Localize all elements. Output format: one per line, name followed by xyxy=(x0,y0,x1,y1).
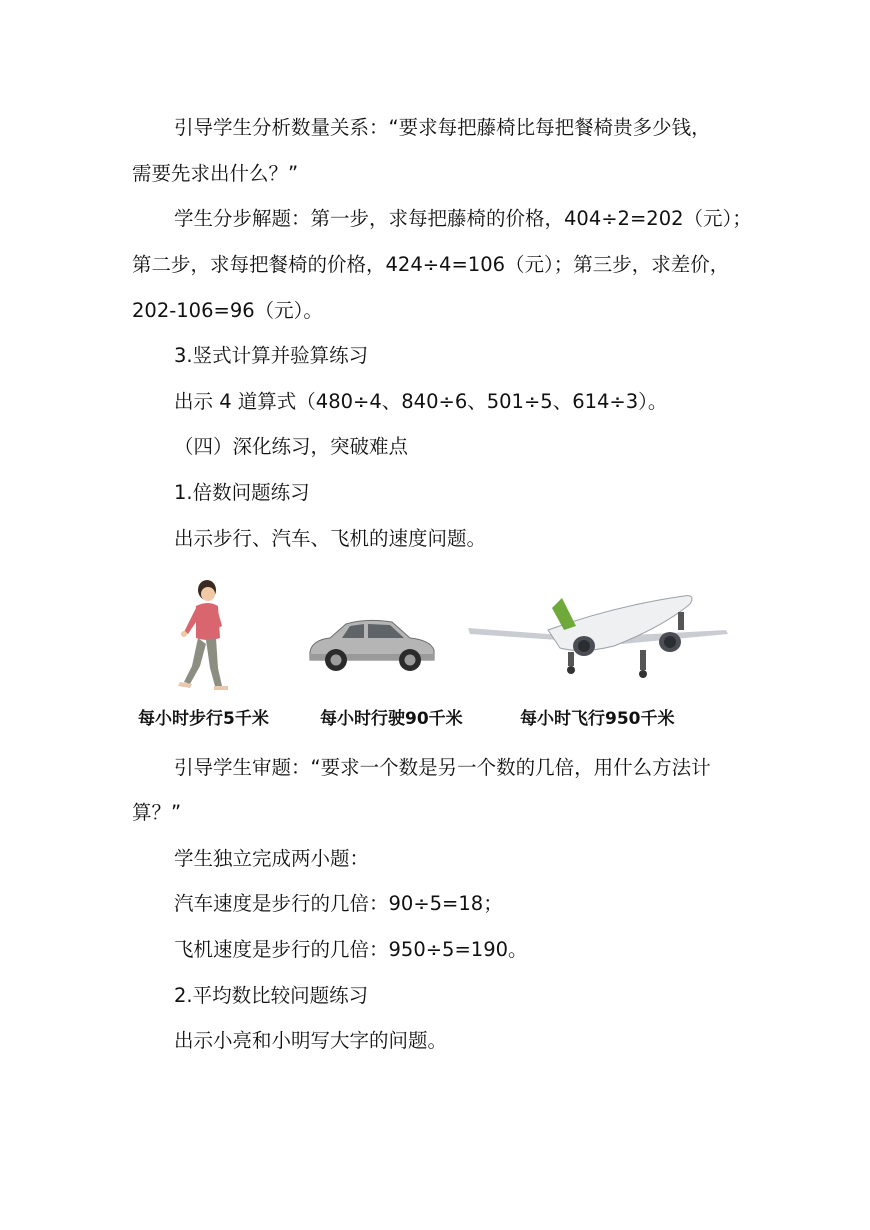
paragraph: 算？” xyxy=(132,801,182,824)
section-heading: 3.竖式计算并验算练习 xyxy=(174,344,369,367)
paragraph: 出示步行、汽车、飞机的速度问题。 xyxy=(174,527,487,550)
paragraph: 学生独立完成两小题： xyxy=(174,847,370,870)
section-heading: 2.平均数比较问题练习 xyxy=(174,984,369,1007)
airplane-icon xyxy=(464,586,730,682)
paragraph: 飞机速度是步行的几倍：950÷5=190。 xyxy=(174,938,528,961)
paragraph: 需要先求出什么？” xyxy=(132,162,299,185)
paragraph: 出示小亮和小明写大字的问题。 xyxy=(174,1029,448,1052)
paragraph: 出示 4 道算式（480÷4、840÷6、501÷5、614÷3）。 xyxy=(174,390,668,413)
section-heading: （四）深化练习，突破难点 xyxy=(174,435,409,458)
caption-car: 每小时行驶90千米 xyxy=(320,709,463,729)
paragraph: 汽车速度是步行的几倍：90÷5=18； xyxy=(174,892,503,915)
paragraph: 学生分步解题：第一步，求每把藤椅的价格，404÷2=202（元）； xyxy=(174,207,752,230)
car-icon xyxy=(306,616,438,674)
paragraph: 第二步，求每把餐椅的价格，424÷4=106（元）；第三步，求差价， xyxy=(132,253,730,276)
caption-walking: 每小时步行5千米 xyxy=(138,709,269,729)
caption-airplane: 每小时飞行950千米 xyxy=(520,709,675,729)
paragraph: 引导学生审题：“要求一个数是另一个数的几倍，用什么方法计 xyxy=(174,756,711,779)
paragraph: 引导学生分析数量关系：“要求每把藤椅比每把餐椅贵多少钱， xyxy=(174,116,711,139)
section-heading: 1.倍数问题练习 xyxy=(174,481,310,504)
walking-child-icon xyxy=(170,576,240,696)
paragraph: 202-106=96（元）。 xyxy=(132,299,323,322)
